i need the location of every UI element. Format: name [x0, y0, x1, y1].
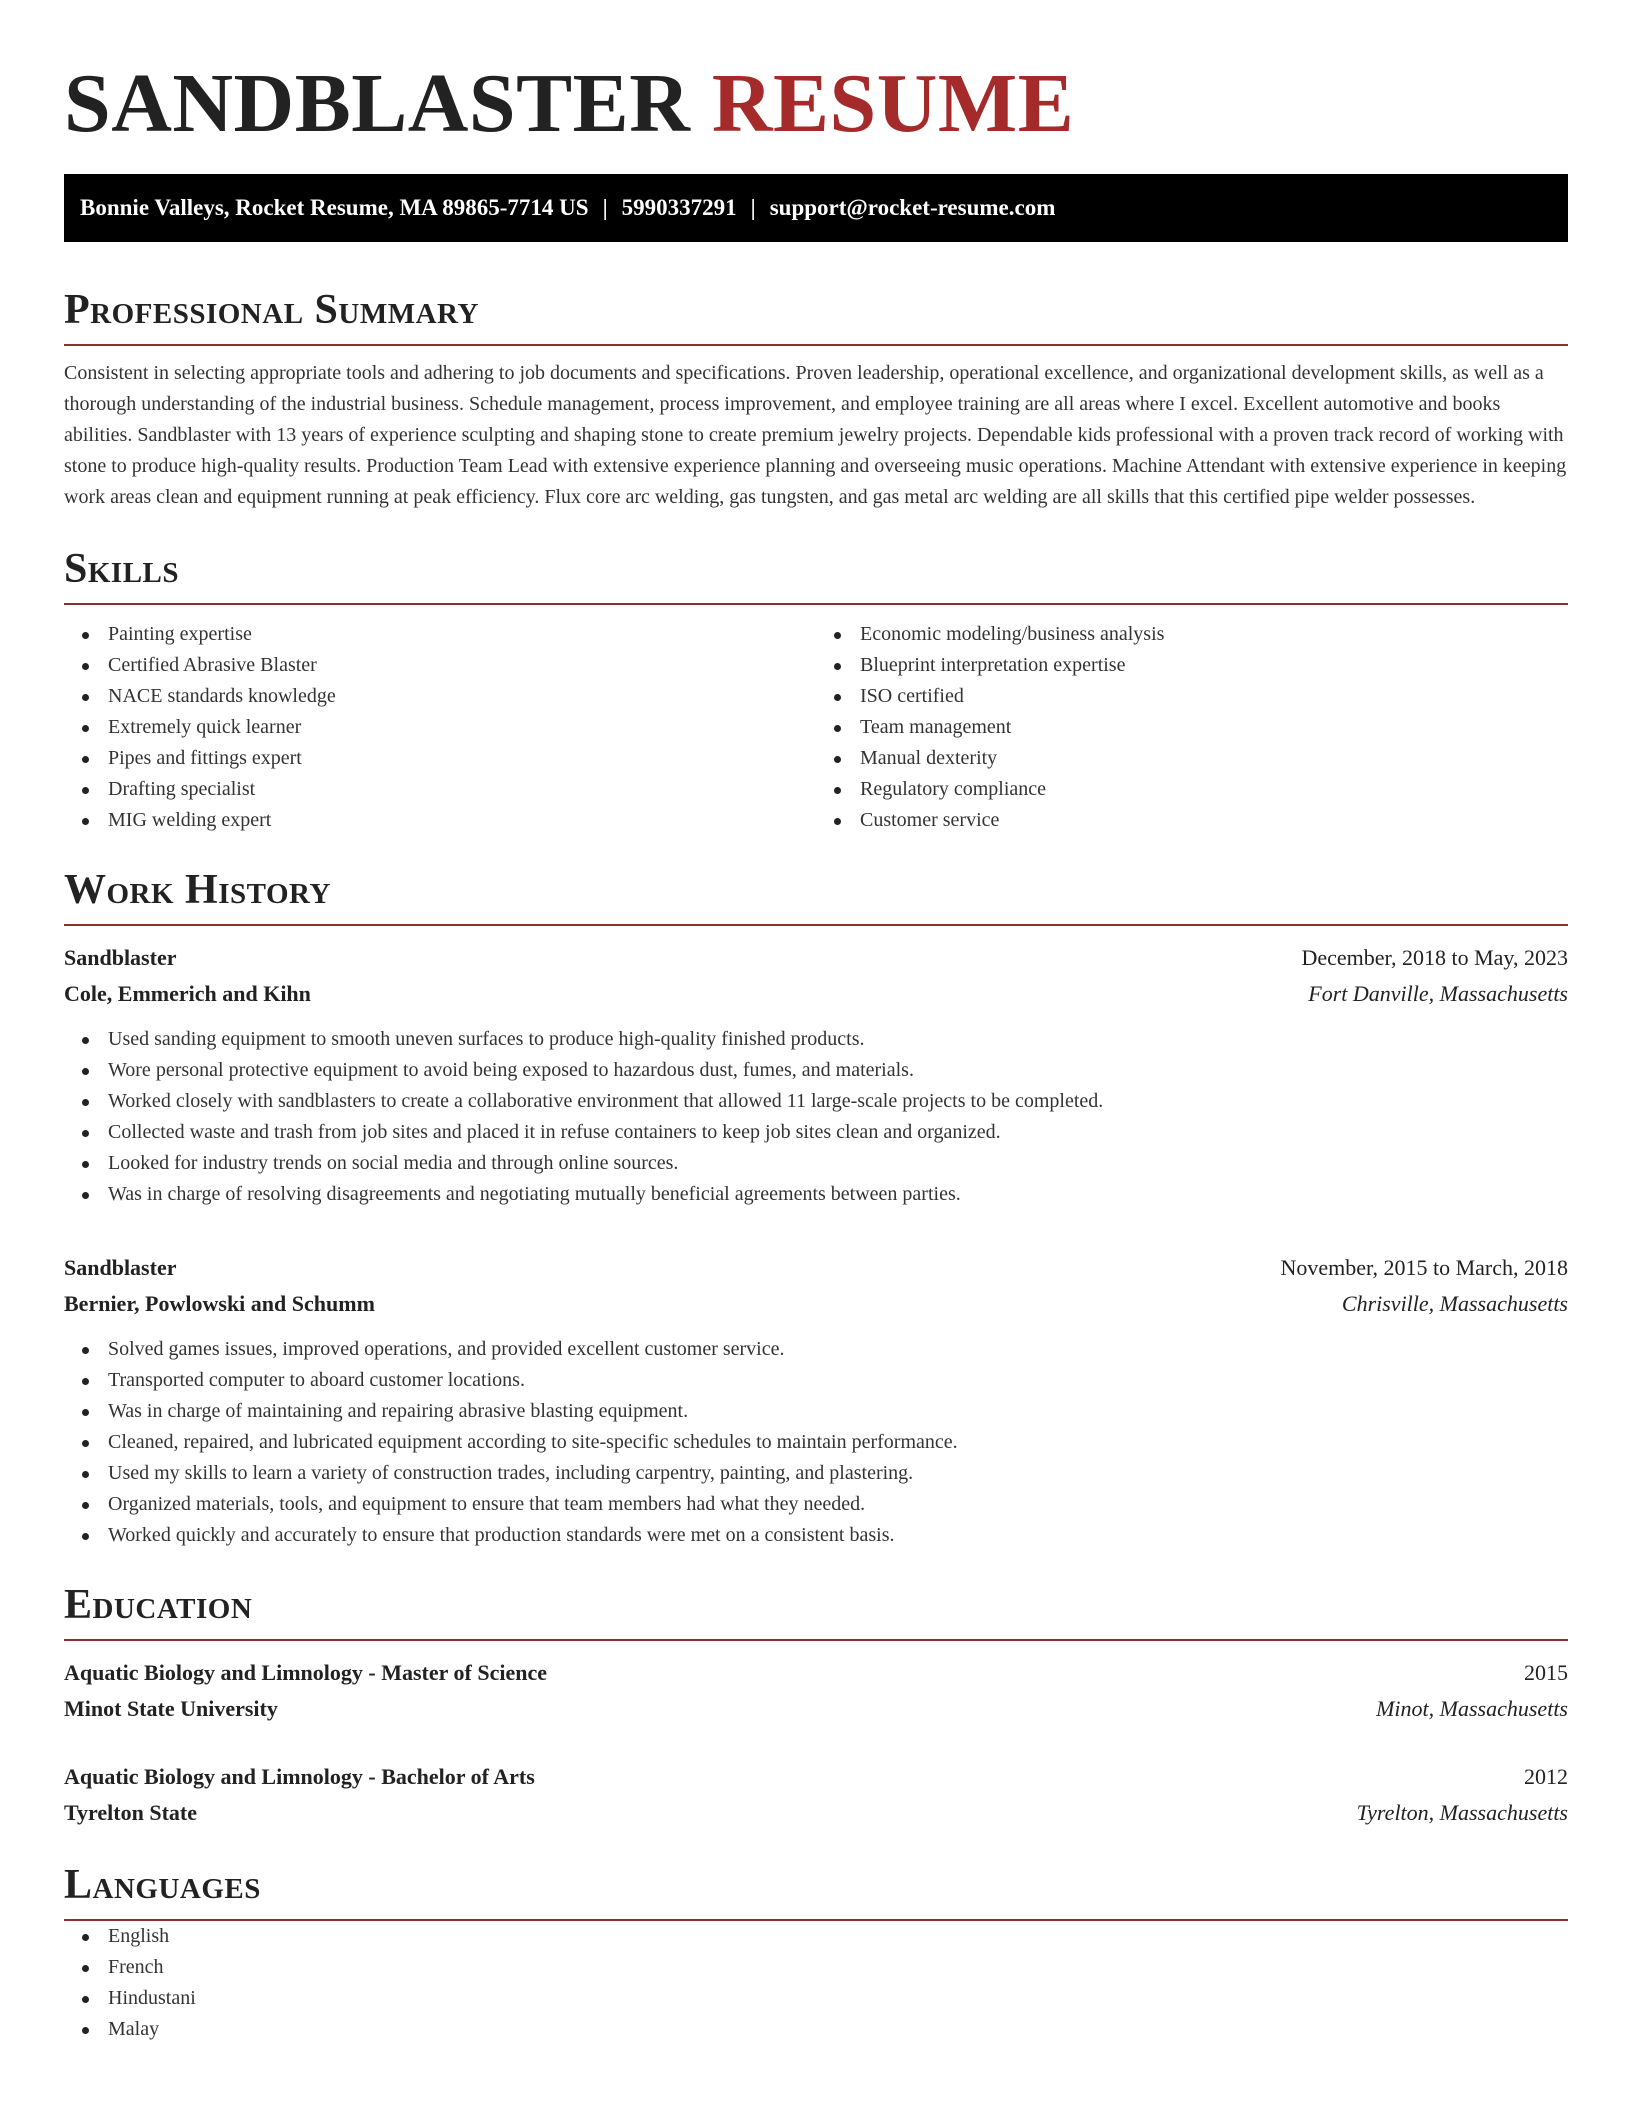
education-degree: Aquatic Biology and Limnology - Bachelor of Arts [64, 1764, 535, 1789]
summary-heading: Professional Summary [64, 284, 1568, 346]
job-dates: November, 2015 to March, 2018 [1280, 1255, 1568, 1280]
job-duty: Was in charge of resolving disagreements and negotiating mutually beneficial agreements between parties. [64, 1179, 1568, 1210]
education-location: Tyrelton, Massachusetts [1356, 1800, 1568, 1825]
job-duties-list [64, 1024, 1568, 1210]
skills-list-right [816, 619, 1568, 836]
education-entry [64, 1759, 1568, 1831]
skill-item: Manual dexterity [816, 743, 1568, 774]
skill-item: MIG welding expert [64, 805, 816, 836]
job-duty: Solved games issues, improved operations, and provided excellent customer service. [64, 1334, 1568, 1365]
skill-item: Drafting specialist [64, 774, 816, 805]
contact-bar [64, 174, 1568, 242]
contact-separator: | [602, 195, 608, 220]
language-item: English [64, 1921, 1568, 1952]
work-history-heading: Work History [64, 864, 1568, 926]
education-degree-row [64, 1759, 1568, 1795]
contact-separator: | [750, 195, 756, 220]
job-location: Chrisville, Massachusetts [1341, 1291, 1568, 1316]
skill-item: Regulatory compliance [816, 774, 1568, 805]
job-company: Cole, Emmerich and Kihn [64, 981, 311, 1006]
skill-item: ISO certified [816, 681, 1568, 712]
job-entry [64, 940, 1568, 1210]
job-company-row [64, 976, 1568, 1012]
job-duty: Cleaned, repaired, and lubricated equipment according to site-specific schedules to maintain performance. [64, 1427, 1568, 1458]
skill-item: Team management [816, 712, 1568, 743]
job-title: Sandblaster [64, 945, 177, 970]
job-duty: Wore personal protective equipment to avoid being exposed to hazardous dust, fumes, and materials. [64, 1055, 1568, 1086]
education-school: Minot State University [64, 1696, 278, 1721]
job-location: Fort Danville, Massachusetts [1308, 981, 1568, 1006]
languages-list [64, 1921, 1568, 2045]
education-entry [64, 1655, 1568, 1727]
contact-phone: 5990337291 [621, 195, 737, 220]
job-header-row [64, 1250, 1568, 1286]
job-duty: Looked for industry trends on social media and through online sources. [64, 1148, 1568, 1179]
education-location: Minot, Massachusetts [1376, 1696, 1568, 1721]
job-duty: Used sanding equipment to smooth uneven surfaces to produce high-quality finished products. [64, 1024, 1568, 1055]
resume-title [64, 0, 1568, 154]
language-item: Malay [64, 2014, 1568, 2045]
title-accent: RESUME [711, 57, 1075, 150]
skill-item: Customer service [816, 805, 1568, 836]
job-dates: December, 2018 to May, 2023 [1301, 945, 1568, 970]
skill-item: Blueprint interpretation expertise [816, 650, 1568, 681]
education-degree: Aquatic Biology and Limnology - Master of Science [64, 1660, 547, 1685]
languages-section [64, 1859, 1568, 2045]
job-company: Bernier, Powlowski and Schumm [64, 1291, 375, 1316]
summary-section [64, 284, 1568, 513]
education-school-row [64, 1795, 1568, 1831]
job-duties-list [64, 1334, 1568, 1551]
skills-grid [64, 619, 1568, 836]
skill-item: Pipes and fittings expert [64, 743, 816, 774]
skill-item: Economic modeling/business analysis [816, 619, 1568, 650]
job-entry [64, 1250, 1568, 1551]
title-name: SANDBLASTER [64, 57, 691, 150]
skills-column-left [64, 619, 816, 836]
skill-item: Certified Abrasive Blaster [64, 650, 816, 681]
languages-heading: Languages [64, 1859, 1568, 1921]
skills-section [64, 543, 1568, 836]
education-degree-row [64, 1655, 1568, 1691]
work-history-section [64, 864, 1568, 1551]
skill-item: NACE standards knowledge [64, 681, 816, 712]
job-duty: Collected waste and trash from job sites and placed it in refuse containers to keep job sites clean and organized. [64, 1117, 1568, 1148]
education-school: Tyrelton State [64, 1800, 197, 1825]
job-duty: Organized materials, tools, and equipment to ensure that team members had what they needed. [64, 1489, 1568, 1520]
skill-item: Painting expertise [64, 619, 816, 650]
job-duty: Worked quickly and accurately to ensure that production standards were met on a consistent basis. [64, 1520, 1568, 1551]
contact-email: support@rocket-resume.com [769, 195, 1056, 220]
language-item: Hindustani [64, 1983, 1568, 2014]
job-duty: Was in charge of maintaining and repairing abrasive blasting equipment. [64, 1396, 1568, 1427]
contact-address: Bonnie Valleys, Rocket Resume, MA 89865-7714 US [80, 195, 589, 220]
education-year: 2015 [1524, 1660, 1568, 1685]
language-item: French [64, 1952, 1568, 1983]
skills-column-right [816, 619, 1568, 836]
job-duty: Used my skills to learn a variety of construction trades, including carpentry, painting, and plastering. [64, 1458, 1568, 1489]
education-year: 2012 [1524, 1764, 1568, 1789]
skills-list-left [64, 619, 816, 836]
skills-heading: Skills [64, 543, 1568, 605]
summary-text: Consistent in selecting appropriate tools and adhering to job documents and specifications. Proven leadership, operational excellence, and organizational development skills, as well as a thorough understanding of the industrial business. Schedule management, process improvement, and employee training are all areas where I excel. Excellent automotive and books abilities. Sandblaster with 13 years of experience sculpting and shaping stone to create premium jewelry projects. Dependable kids professional with a proven track record of working with stone to produce high-quality results. Production Team Lead with extensive experience planning and overseeing music operations. Machine Attendant with extensive experience in keeping work areas clean and equipment running at peak efficiency. Flux core arc welding, gas tungsten, and gas metal arc welding are all skills that this certified pipe welder possesses. [64, 362, 1567, 508]
job-duty: Worked closely with sandblasters to create a collaborative environment that allowed 11 large-scale projects to be completed. [64, 1086, 1568, 1117]
skill-item: Extremely quick learner [64, 712, 816, 743]
job-header-row [64, 940, 1568, 976]
education-school-row [64, 1691, 1568, 1727]
education-heading: Education [64, 1579, 1568, 1641]
job-title: Sandblaster [64, 1255, 177, 1280]
education-section [64, 1579, 1568, 1831]
job-company-row [64, 1286, 1568, 1322]
job-duty: Transported computer to aboard customer locations. [64, 1365, 1568, 1396]
